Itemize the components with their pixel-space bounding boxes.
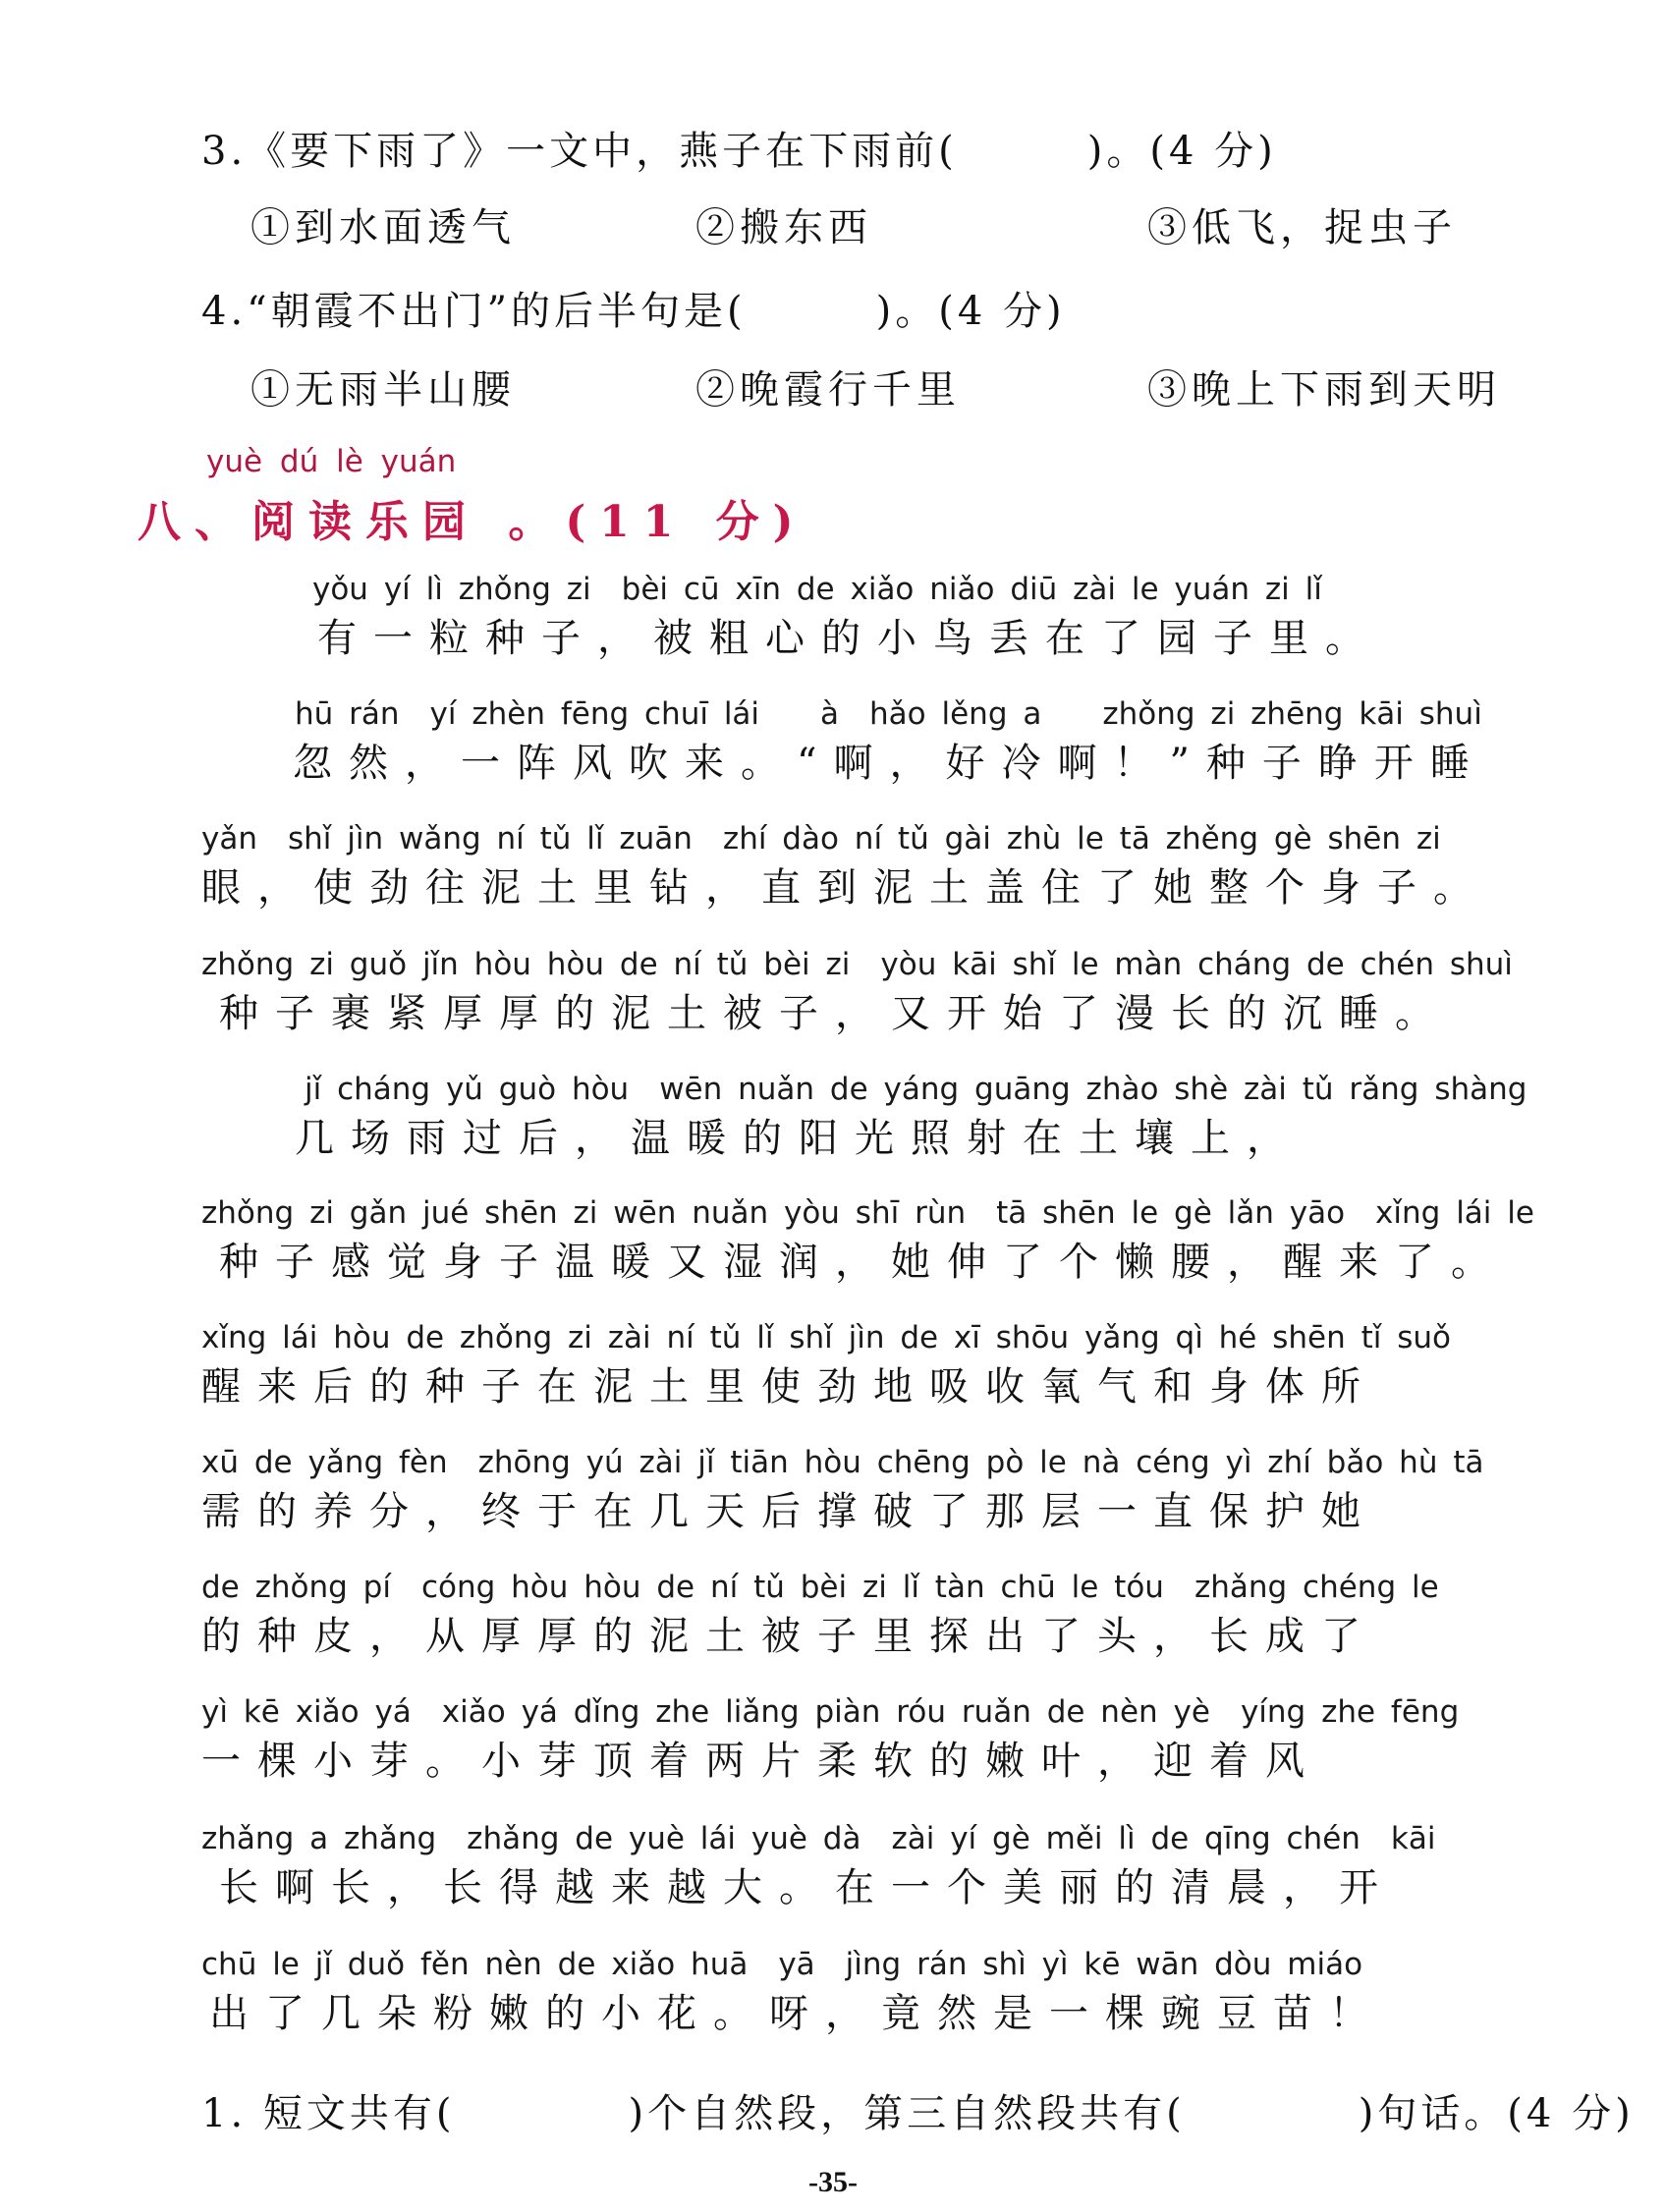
question-3-option-1[interactable]: ①到水面透气 [250,205,516,250]
pinyin-line: chū le jǐ duǒ fěn nèn de xiǎo huā yā jìng rán shì yì kē wān dòu miáo [201,1947,1363,1982]
hanzi-line: 有一粒种子，被粗心的小鸟丢在了园子里。 [317,616,1381,661]
question-4-option-3[interactable]: ③晚上下雨到天明 [1147,367,1501,413]
question-4-option-2[interactable]: ②晚霞行千里 [695,367,961,413]
passage-line [201,1068,1527,1166]
question-4: 4.“朝霞不出门”的后半句是( )。(4 分) [201,289,1066,334]
hanzi-line: 几场雨过后，温暖的阳光照射在土壤上， [295,1116,1303,1161]
passage-line [201,943,1527,1041]
passage-line [201,817,1527,915]
passage-line [201,1943,1527,2041]
hanzi-line: 一棵小芽。小芽顶着两片柔软的嫩叶，迎着风 [201,1739,1321,1784]
page-number: -35- [808,2166,858,2198]
passage-line [201,1690,1527,1789]
hanzi-line: 长啊长，长得越来越大。在一个美丽的清晨，开 [219,1865,1395,1910]
hanzi-line: 忽然，一阵风吹来。“啊，好冷啊！”种子睁开睡 [293,741,1486,786]
passage-line [201,1817,1527,1915]
pinyin-line: yǎn shǐ jìn wǎng ní tǔ lǐ zuān zhí dào ní tǔ gài zhù le tā zhěng gè shēn zi [201,821,1441,857]
pinyin-line: zhǎng a zhǎng zhǎng de yuè lái yuè dà zài yí gè měi lì de qīng chén kāi [201,1821,1436,1856]
pinyin-line: zhǒng zi gǎn jué shēn zi wēn nuǎn yòu shī rùn tā shēn le gè lǎn yāo xǐng lái le [201,1195,1534,1231]
passage-line [201,692,1527,791]
hanzi-line: 需的养分，终于在几天后撑破了那层一直保护她 [201,1489,1377,1534]
passage-line [201,1566,1527,1664]
reading-question-1: 1. 短文共有( )个自然段，第三自然段共有( )句话。(4 分) [201,2091,1635,2136]
pinyin-line: jǐ cháng yǔ guò hòu wēn nuǎn de yáng guāng zhào shè zài tǔ rǎng shàng [305,1072,1527,1107]
passage-line [201,1441,1527,1539]
hanzi-line: 的种皮，从厚厚的泥土被子里探出了头，长成了 [201,1614,1377,1659]
passage-line [201,1191,1534,1290]
hanzi-line: 出了几朵粉嫩的小花。呀，竟然是一棵豌豆苗！ [209,1991,1385,2036]
section-title-pinyin: yuè dú lè yuán [206,444,457,479]
hanzi-line: 种子裹紧厚厚的泥土被子，又开始了漫长的沉睡。 [219,991,1451,1036]
pinyin-line: zhǒng zi guǒ jǐn hòu hòu de ní tǔ bèi zi yòu kāi shǐ le màn cháng de chén shuì [201,947,1513,982]
hanzi-line: 眼，使劲往泥土里钻，直到泥土盖住了她整个身子。 [201,865,1489,911]
passage-line [201,1316,1527,1414]
hanzi-line: 醒来后的种子在泥土里使劲地吸收氧气和身体所 [201,1364,1377,1410]
passage-line [201,568,1545,666]
question-3: 3.《要下雨了》一文中，燕子在下雨前( )。(4 分) [201,129,1277,174]
pinyin-line: xǐng lái hòu de zhǒng zi zài ní tǔ lǐ shǐ jìn de xī shōu yǎng qì hé shēn tǐ suǒ [201,1320,1451,1355]
question-3-option-3[interactable]: ③低飞，捉虫子 [1147,205,1457,250]
pinyin-line: yǒu yí lì zhǒng zi bèi cū xīn de xiǎo niǎo diū zài le yuán zi lǐ [312,572,1322,607]
pinyin-line: xū de yǎng fèn zhōng yú zài jǐ tiān hòu chēng pò le nà céng yì zhí bǎo hù tā [201,1445,1484,1480]
section-title: 八、阅读乐园 。(11 分) [138,497,807,547]
pinyin-line: de zhǒng pí cóng hòu hòu de ní tǔ bèi zi lǐ tàn chū le tóu zhǎng chéng le [201,1570,1439,1605]
question-4-option-1[interactable]: ①无雨半山腰 [250,367,516,413]
hanzi-line: 种子感觉身子温暖又湿润，她伸了个懒腰，醒来了。 [219,1240,1507,1285]
pinyin-line: hū rán yí zhèn fēng chuī lái à hǎo lěng a zhǒng zi zhēng kāi shuì [295,696,1482,732]
pinyin-line: yì kē xiǎo yá xiǎo yá dǐng zhe liǎng piàn róu ruǎn de nèn yè yíng zhe fēng [201,1694,1460,1730]
question-3-option-2[interactable]: ②搬东西 [695,205,872,250]
